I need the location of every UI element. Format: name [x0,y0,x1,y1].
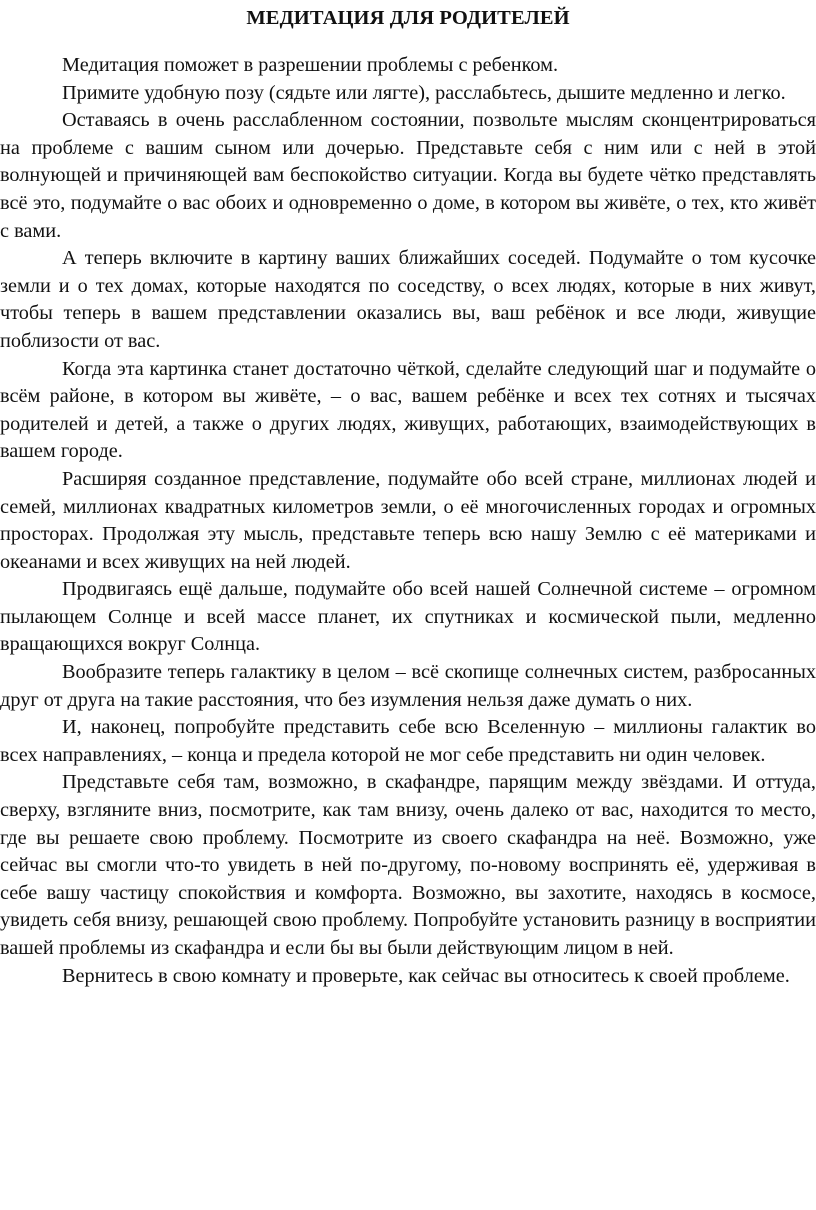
paragraph-focus-problem: Оставаясь в очень расслабленном состоянии, позвольте мыслям сконцентрироваться на проблеме с вашим сыном или дочерью. Представьте себя с ним или с ней в этой волнующей и причиняющей вам беспокойство ситуации. Когда вы будете чётко представлять всё это, подумайте о вас обоих и одновременно о доме, в котором вы живёте, о тех, кто живёт с вами. [0,109,816,242]
paragraph-neighbours: А теперь включите в картину ваших ближайших соседей. Подумайте о том кусочке земли и о тех домах, которые находятся по соседству, о всех людях, которые в них живут, чтобы теперь в вашем представлении оказались вы, ваш ребёнок и все люди, живущие поблизости от вас. [0,247,816,352]
paragraph-solar-system: Продвигаясь ещё дальше, подумайте обо всей нашей Солнечной системе – огромном пылающем Солнце и всей массе планет, их спутниках и космической пыли, медленно вращающихся вокруг Солнца. [0,578,816,656]
paragraph-pose: Примите удобную позу (сядьте или лягте), расслабьтесь, дышите медленно и легко. [62,81,786,104]
document-title: МЕДИТАЦИЯ ДЛЯ РОДИТЕЛЕЙ [246,7,570,29]
paragraph-district: Когда эта картинка станет достаточно чёткой, сделайте следующий шаг и подумайте о всём районе, в котором вы живёте, – о вас, вашем ребёнке и всех тех сотнях и тысячах родителей и детей, а также о других людях, живущих, работающих, взаимодействующих в вашем городе. [0,357,816,463]
paragraph-country: Расширяя созданное представление, подумайте обо всей стране, миллионах людей и семей, миллионах квадратных километров земли, о её многочисленных городах и огромных просторах. Продолжая эту мысль, представьте теперь всю нашу Землю с её материками и океанами и всех живущих на ней людей. [0,467,816,573]
paragraph-spacesuit: Представьте себя там, возможно, в скафандре, парящим между звёздами. И оттуда, сверху, взгляните вниз, посмотрите, как там внизу, очень далеко от вас, находится то место, где вы решаете свою проблему. Посмотрите из своего скафандра на неё. Возможно, уже сейчас вы смогли что-то увидеть в ней по-другому, по-новому воспринять её, удерживая в себе вашу частицу спокойствия и комфорта. Возможно, вы захотите, находясь в космосе, увидеть себя внизу, решающей свою проблему. Попробуйте установить разницу в восприятии вашей проблемы из скафандра и если бы вы были действующим лицом в ней. [0,771,816,959]
paragraph-intro: Медитация поможет в разрешении проблемы с ребенком. [62,54,559,76]
paragraph-galaxy: Вообразите теперь галактику в целом – всё скопище солнечных систем, разбросанных друг от друга на такие расстояния, что без изумления нельзя даже думать о них. [0,661,816,711]
paragraph-return: Вернитесь в свою комнату и проверьте, как сейчас вы относитесь к своей проблеме. [62,964,790,987]
paragraph-universe: И, наконец, попробуйте представить себе всю Вселенную – миллионы галактик во всех направлениях, – конца и предела которой не мог себе представить ни один человек. [0,716,816,766]
